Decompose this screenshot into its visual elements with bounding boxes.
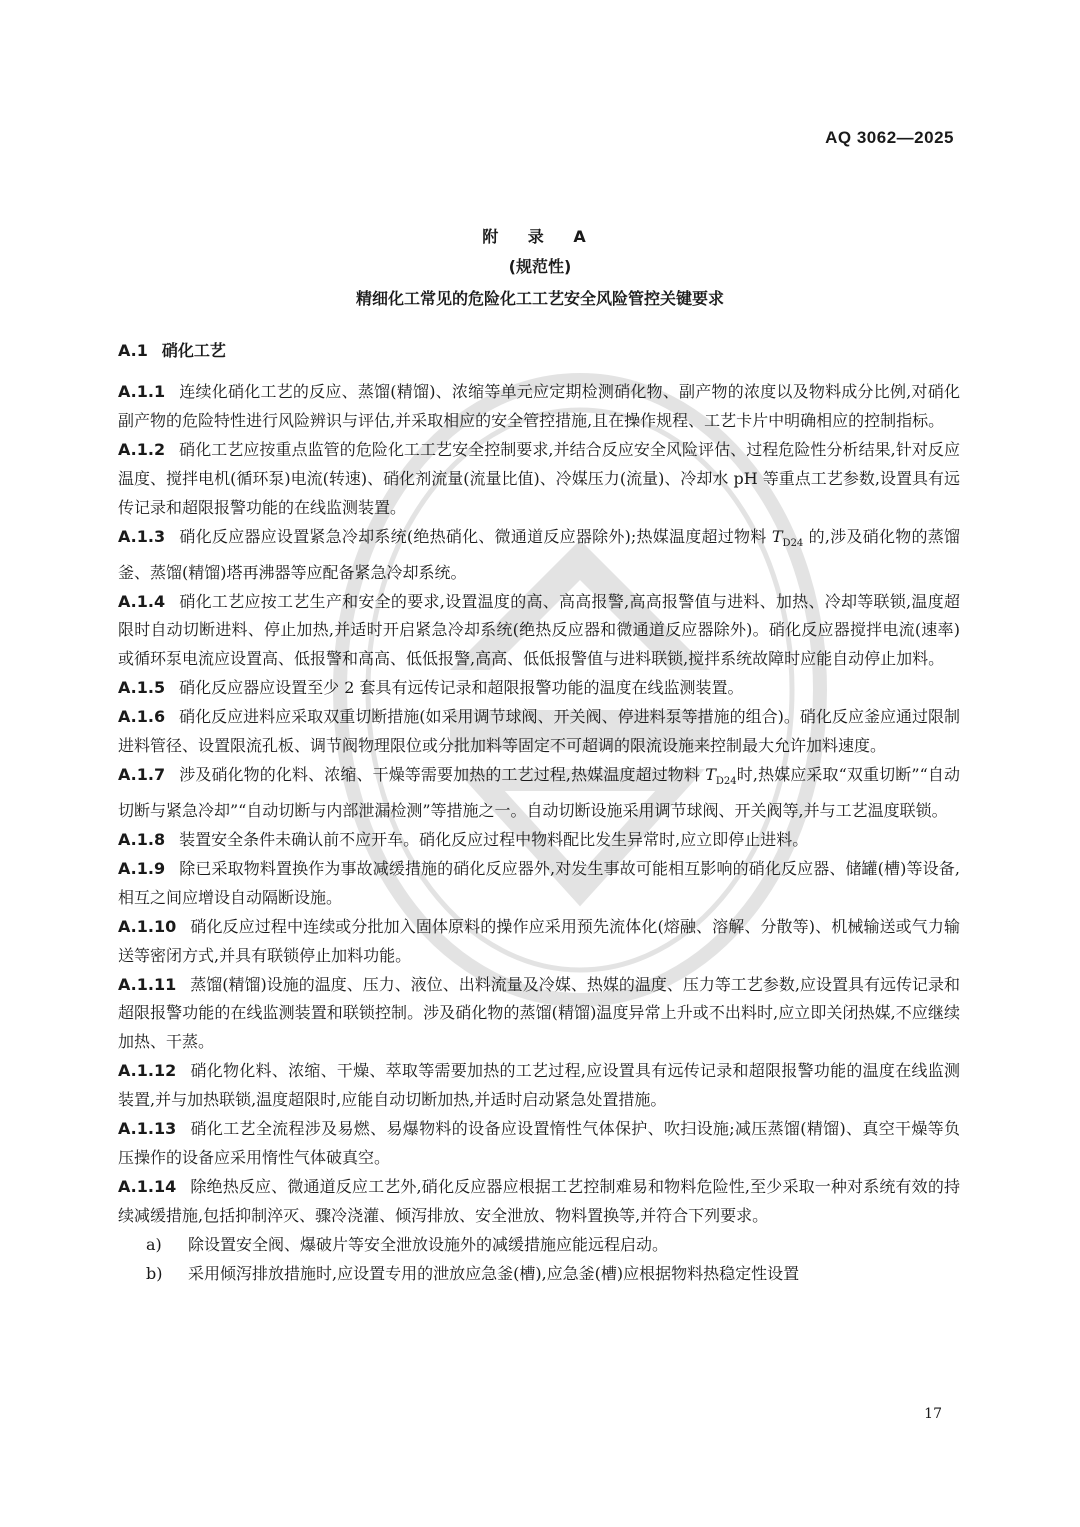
- clause: A.1.12 硝化物化料、浓缩、干燥、萃取等需要加热的工艺过程,应设置具有远传记录和超限报警功能的温度在线监测装置,并与加热联锁,温度超限时,应能自动切断加热,并适时启动紧急处置措施。: [118, 1061, 960, 1110]
- appendix-heading: [118, 224, 962, 312]
- clause: A.1.4 硝化工艺应按工艺生产和安全的要求,设置温度的高、高高报警,高高报警值与进料、加热、冷却等联锁,温度超限时自动切断进料、停止加热,并适时开启紧急冷却系统(绝热反应器和微通道反应器除外)。硝化反应器搅拌电流(速率)或循环泵电流应设置高、低报警和高高、低低报警,高高、低低报警值与进料联锁,搅拌系统故障时应能自动停止加料。: [118, 591, 960, 669]
- clause: A.1.10 硝化反应过程中连续或分批加入固体原料的操作应采用预先流体化(熔融、溶解、分散等)、机械输送或气力输送等密闭方式,并具有联锁停止加料功能。: [118, 916, 960, 965]
- clause: A.1.6 硝化反应进料应采取双重切断措施(如采用调节球阀、开关阀、停进料泵等措施的组合)。硝化反应釜应通过限制进料管径、设置限流孔板、调节阀物理限位或分批加料等固定不可超调的限流设施来控制最大允许加料速度。: [118, 707, 960, 756]
- clause: A.1.11 蒸馏(精馏)设施的温度、压力、液位、出料流量及冷媒、热媒的温度、压力等工艺参数,应设置具有远传记录和超限报警功能的在线监测装置和联锁控制。涉及硝化物的蒸馏(精馏)温度异常上升或不出料时,应立即关闭热媒,不应继续加热、干蒸。: [118, 974, 960, 1052]
- section-heading: [118, 336, 960, 366]
- appendix-subtitle: 精细化工常见的危险化工工艺安全风险管控关键要求: [355, 289, 724, 308]
- clause: A.1.13 硝化工艺全流程涉及易燃、易爆物料的设备应设置惰性气体保护、吹扫设施;减压蒸馏(精馏)、真空干燥等负压操作的设备应采用惰性气体破真空。: [118, 1119, 960, 1167]
- list-item: a) 除设置安全阀、爆破片等安全泄放设施外的减缓措施应能远程启动。: [146, 1234, 669, 1254]
- clause: A.1.2 硝化工艺应按重点监管的危险化工工艺安全控制要求,并结合反应安全风险评估、过程危险性分析结果,针对反应温度、搅拌电机(循环泵)电流(转速)、硝化剂流量(流量比值)、冷媒压力(流量)、冷却水 pH 等重点工艺参数,设置具有远传记录和超限报警功能的在线监测装置。: [118, 439, 960, 517]
- page-number: 17: [924, 1406, 942, 1422]
- standard-code: AQ 3062—2025: [825, 128, 954, 147]
- clause: A.1.3 硝化反应器应设置紧急冷却系统(绝热硝化、微通道反应器除外);热媒温度超过物料 $T_{D24}$ 的,涉及硝化物的蒸馏釜、蒸馏(精馏)塔再沸器等应配备紧急冷却系统。: [118, 526, 960, 582]
- document-body: [118, 336, 960, 1288]
- appendix-type: (规范性): [508, 257, 572, 276]
- clause: A.1.9 除已采取物料置换作为事故减缓措施的硝化反应器外,对发生事故可能相互影响的硝化反应器、储罐(槽)等设备,相互之间应增设自动隔断设施。: [118, 858, 960, 907]
- clause: A.1.7 涉及硝化物的化料、浓缩、干燥等需要加热的工艺过程,热媒温度超过物料 $T_{D24}$时,热媒应采取“双重切断”“自动切断与紧急冷却”“自动切断与内部泄漏检测”等措施之一。自动切断设施采用调节球阀、开关阀等,并与工艺温度联锁。: [118, 764, 960, 821]
- list-item: b) 采用倾泻排放措施时,应设置专用的泄放应急釜(槽),应急釜(槽)应根据物料热稳定性设置: [146, 1263, 800, 1283]
- appendix-title: 附 录 A: [482, 227, 598, 246]
- clause: A.1.8 装置安全条件未确认前不应开车。硝化反应过程中物料配比发生异常时,应立即停止进料。: [118, 829, 809, 849]
- section-title: 硝化工艺: [161, 341, 226, 360]
- clause: A.1.5 硝化反应器应设置至少 2 套具有远传记录和超限报警功能的温度在线监测装置。: [118, 678, 744, 698]
- section-number: A.1: [118, 341, 148, 360]
- clause: A.1.14 除绝热反应、微通道反应工艺外,硝化反应器应根据工艺控制难易和物料危险性,至少采取一种对系统有效的持续减缓措施,包括抑制淬灭、骤冷浇灌、倾泻排放、安全泄放、物料置换等,并符合下列要求。: [118, 1176, 960, 1225]
- clause: A.1.1 连续化硝化工艺的反应、蒸馏(精馏)、浓缩等单元应定期检测硝化物、副产物的浓度以及物料成分比例,对硝化副产物的危险特性进行风险辨识与评估,并采取相应的安全管控措施,且在操作规程、工艺卡片中明确相应的控制指标。: [118, 382, 960, 430]
